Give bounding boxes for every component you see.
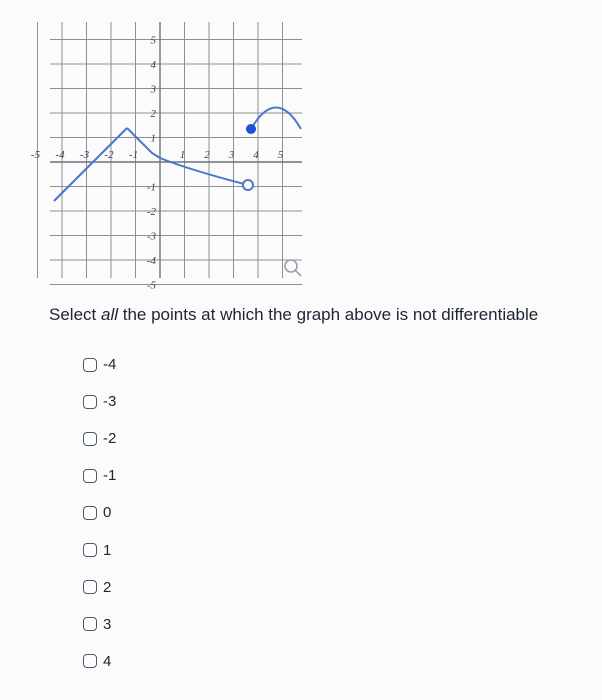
checkbox[interactable] — [83, 395, 97, 409]
question-suffix: the points at which the graph above is not differentiable — [118, 305, 539, 324]
y-tick-label: 4 — [150, 59, 156, 71]
x-tick-labels — [31, 149, 284, 161]
checkbox[interactable] — [83, 617, 97, 631]
y-tick-label: -5 — [146, 279, 156, 292]
y-tick-labels — [147, 35, 157, 292]
x-tick-label: -5 — [30, 149, 41, 161]
checkbox[interactable] — [83, 432, 97, 446]
checkbox[interactable] — [83, 654, 97, 668]
checkbox[interactable] — [83, 469, 97, 483]
y-tick-label: 5 — [150, 34, 156, 47]
option-2[interactable] — [83, 569, 116, 606]
option-0[interactable] — [83, 494, 116, 531]
x-tick-label: 1 — [179, 149, 186, 161]
zoom-icon[interactable] — [285, 260, 301, 276]
x-tick-label: -2 — [104, 149, 114, 161]
option-list — [83, 346, 116, 680]
option--3[interactable] — [83, 383, 116, 420]
option-label: -3 — [103, 393, 117, 411]
checkbox[interactable] — [83, 580, 97, 594]
function-graph — [30, 18, 320, 292]
closed-point — [246, 124, 256, 134]
y-tick-label: -3 — [146, 230, 156, 243]
x-tick-label: -4 — [55, 149, 65, 161]
option-label: 2 — [103, 578, 112, 596]
option-label: 1 — [103, 541, 112, 559]
x-tick-label: 5 — [277, 149, 284, 161]
option-1[interactable] — [83, 531, 116, 568]
option-label: -1 — [103, 467, 117, 485]
option-label: -4 — [103, 356, 117, 374]
y-tick-label: -4 — [146, 255, 156, 267]
option--2[interactable] — [83, 420, 116, 457]
option-label: 3 — [103, 615, 112, 633]
option-3[interactable] — [83, 606, 116, 643]
graph-svg — [30, 18, 320, 292]
option-label: -2 — [103, 430, 117, 448]
x-tick-label: 2 — [204, 149, 210, 161]
option-label: 0 — [103, 504, 112, 522]
y-tick-label: 1 — [150, 132, 156, 145]
option-label: 4 — [103, 652, 112, 670]
y-tick-label: 2 — [150, 108, 156, 120]
y-tick-label: -2 — [146, 206, 156, 218]
checkbox[interactable] — [83, 358, 97, 372]
checkbox[interactable] — [83, 543, 97, 557]
x-tick-label: -3 — [79, 149, 90, 161]
x-tick-label: 3 — [228, 149, 235, 161]
question-prefix: Select — [49, 305, 101, 324]
option-4[interactable] — [83, 643, 116, 680]
x-tick-label: 4 — [253, 149, 259, 161]
graph-grid — [38, 22, 303, 285]
y-tick-label: -1 — [146, 181, 156, 194]
x-tick-label: -1 — [128, 149, 139, 161]
question-emphasis: all — [100, 305, 118, 324]
question-text — [49, 305, 538, 325]
curve-segment-rising — [54, 128, 127, 201]
checkbox[interactable] — [83, 506, 97, 520]
option--4[interactable] — [83, 346, 116, 383]
option--1[interactable] — [83, 457, 116, 494]
y-tick-label: 3 — [150, 83, 156, 96]
open-point — [243, 180, 253, 190]
